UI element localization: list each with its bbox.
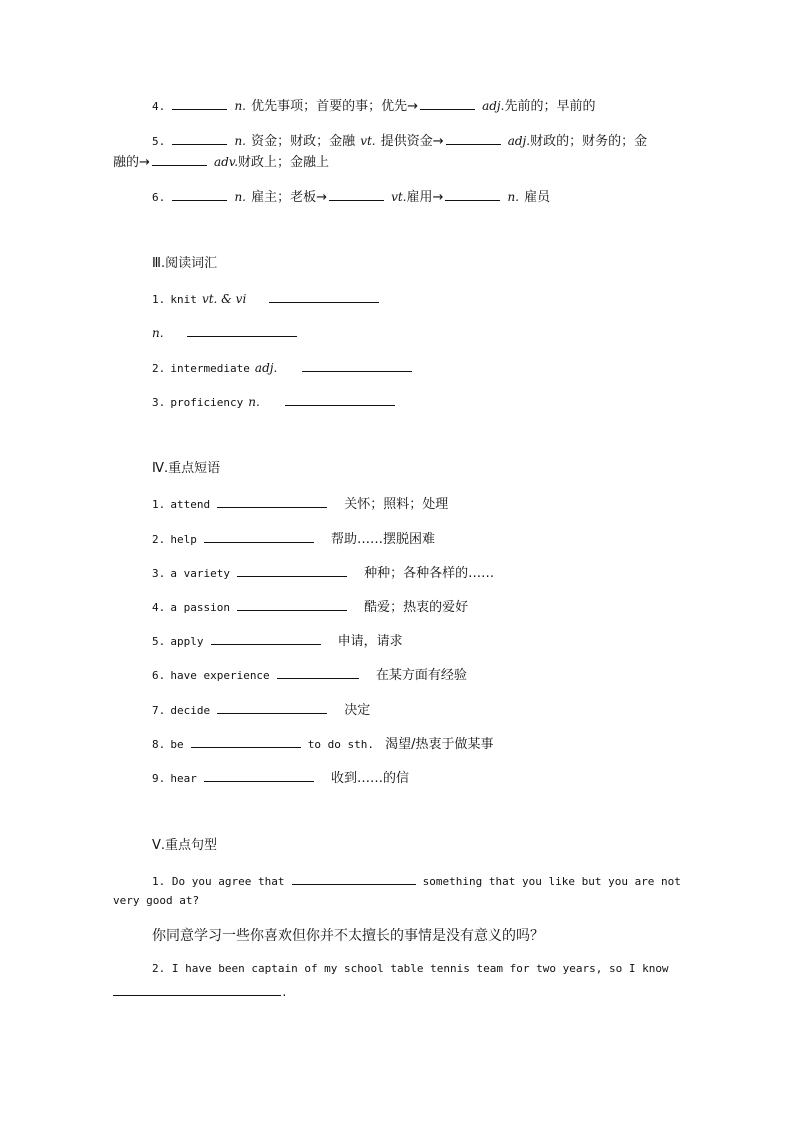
reading-item-1-noun: [152, 323, 299, 342]
sentence-1-translation: 你同意学习一些你喜欢但你并不太擅长的事情是没有意义的吗？: [152, 928, 544, 944]
phrase-meaning: 关怀；照料；处理: [344, 497, 449, 512]
phrase-meaning: 决定: [344, 703, 371, 718]
phrase-text: attend: [170, 498, 211, 511]
answer-blank[interactable]: [445, 188, 500, 201]
answer-blank[interactable]: [277, 666, 359, 679]
item-number: 8.: [152, 738, 166, 751]
item-number: 3.: [152, 567, 166, 580]
answer-blank[interactable]: [187, 324, 297, 337]
phrase-item: [152, 563, 494, 583]
phrase-item: [152, 700, 370, 720]
phrase-meaning: 在某方面有经验: [375, 668, 467, 683]
answer-blank[interactable]: [172, 132, 227, 145]
item-number: 6.: [152, 191, 166, 204]
part-of-speech: n.: [234, 190, 246, 204]
phrase-item: [152, 734, 494, 754]
definition: 财政上；金融上: [238, 155, 330, 170]
phrase-item: [152, 494, 448, 514]
vocab-item-6: [152, 187, 550, 207]
answer-blank[interactable]: [292, 872, 416, 885]
part-of-speech: vt.: [360, 134, 376, 148]
item-number: 2.: [152, 533, 166, 546]
part-of-speech: adj.: [482, 99, 505, 113]
sentence-2-line-1: 2. I have been captain of my school table tennis team for two years, so I know: [152, 962, 669, 975]
phrase-item: [152, 597, 468, 617]
sentence-2-line-2: [113, 982, 288, 1002]
section-heading-phrases: Ⅳ.重点短语: [152, 461, 221, 476]
answer-blank[interactable]: [446, 132, 501, 145]
definition: 财政的；财务的；金: [530, 134, 648, 149]
answer-blank[interactable]: [237, 564, 347, 577]
part-of-speech: n.: [248, 395, 260, 409]
phrase-item: [152, 768, 409, 788]
definition: 资金；财政；金融: [251, 134, 356, 149]
sentence-1-line-1: [152, 871, 681, 891]
part-of-speech: vt. & vi: [201, 292, 247, 306]
answer-blank[interactable]: [217, 495, 327, 508]
answer-blank[interactable]: [191, 735, 301, 748]
definition: 雇员: [524, 190, 551, 205]
phrase-text: apply: [170, 635, 204, 648]
phrase-text: to do sth.: [307, 738, 375, 751]
definition: 雇主；老板→: [251, 190, 327, 205]
phrase-text: help: [170, 533, 197, 546]
answer-blank[interactable]: [113, 983, 281, 996]
answer-blank[interactable]: [302, 359, 412, 372]
phrase-text: a passion: [170, 601, 230, 614]
sentence-text: .: [281, 986, 288, 999]
vocab-word: intermediate: [170, 362, 250, 375]
item-number: 1.: [152, 498, 166, 511]
answer-blank[interactable]: [211, 632, 321, 645]
item-number: 6.: [152, 669, 166, 682]
answer-blank[interactable]: [217, 701, 327, 714]
item-number: 1.: [152, 293, 166, 306]
sentence-text: something that you like but you are not: [422, 875, 681, 888]
part-of-speech: n.: [507, 190, 520, 204]
part-of-speech: n.: [234, 134, 246, 148]
item-number: 4.: [152, 601, 166, 614]
item-number: 7.: [152, 704, 166, 717]
phrase-item: [152, 631, 403, 651]
reading-item-2: [152, 358, 414, 378]
answer-blank[interactable]: [152, 153, 207, 166]
sentence-text: 1. Do you agree that: [152, 875, 285, 888]
definition: 优先事项；首要的事；优先→: [251, 99, 418, 114]
answer-blank[interactable]: [285, 393, 395, 406]
vocab-word: knit: [170, 293, 197, 306]
section-heading-reading: Ⅲ.阅读词汇: [152, 256, 218, 271]
answer-blank[interactable]: [204, 530, 314, 543]
phrase-meaning: 酷爱；热衷的爱好: [364, 600, 469, 615]
part-of-speech: vt.: [391, 190, 407, 204]
item-number: 9.: [152, 772, 166, 785]
vocab-item-4: [152, 96, 595, 116]
item-number: 5.: [152, 635, 166, 648]
phrase-text: be: [170, 738, 184, 751]
definition: 融的→: [113, 155, 150, 170]
part-of-speech: adv.: [214, 155, 239, 169]
answer-blank[interactable]: [420, 97, 475, 110]
vocab-item-5-line2: [113, 152, 329, 172]
phrase-meaning: 种种；各种各样的……: [364, 566, 495, 581]
part-of-speech: adj.: [254, 361, 278, 375]
answer-blank[interactable]: [172, 97, 227, 110]
answer-blank[interactable]: [172, 188, 227, 201]
item-number: 5.: [152, 135, 166, 148]
phrase-text: hear: [170, 772, 197, 785]
definition: 雇用→: [406, 190, 444, 205]
definition: 提供资金→: [380, 134, 444, 149]
part-of-speech: adj.: [507, 134, 531, 148]
phrase-meaning: 帮助……摆脱困难: [331, 532, 436, 547]
phrase-meaning: 收到……的信: [331, 771, 410, 786]
answer-blank[interactable]: [329, 188, 384, 201]
reading-item-3: [152, 392, 397, 412]
phrase-text: have experience: [170, 669, 270, 682]
vocab-item-5: [152, 131, 647, 151]
part-of-speech: n.: [234, 99, 246, 113]
phrase-meaning: 申请，请求: [337, 634, 403, 649]
phrase-item: [152, 529, 435, 549]
sentence-1-line-2: very good at?: [113, 894, 200, 907]
phrase-text: a variety: [170, 567, 230, 580]
part-of-speech: n.: [152, 326, 164, 340]
answer-blank[interactable]: [237, 598, 347, 611]
vocab-word: proficiency: [170, 396, 244, 409]
phrase-text: decide: [170, 704, 211, 717]
phrase-item: [152, 665, 467, 685]
phrase-meaning: 渴望/热衷于做某事: [385, 737, 494, 752]
section-heading-sentences: Ⅴ.重点句型: [152, 838, 218, 853]
definition: 先前的；早前的: [504, 99, 596, 114]
reading-item-1: [152, 289, 381, 309]
answer-blank[interactable]: [269, 290, 379, 303]
item-number: 4.: [152, 100, 166, 113]
answer-blank[interactable]: [204, 769, 314, 782]
item-number: 3.: [152, 396, 166, 409]
item-number: 2.: [152, 362, 166, 375]
